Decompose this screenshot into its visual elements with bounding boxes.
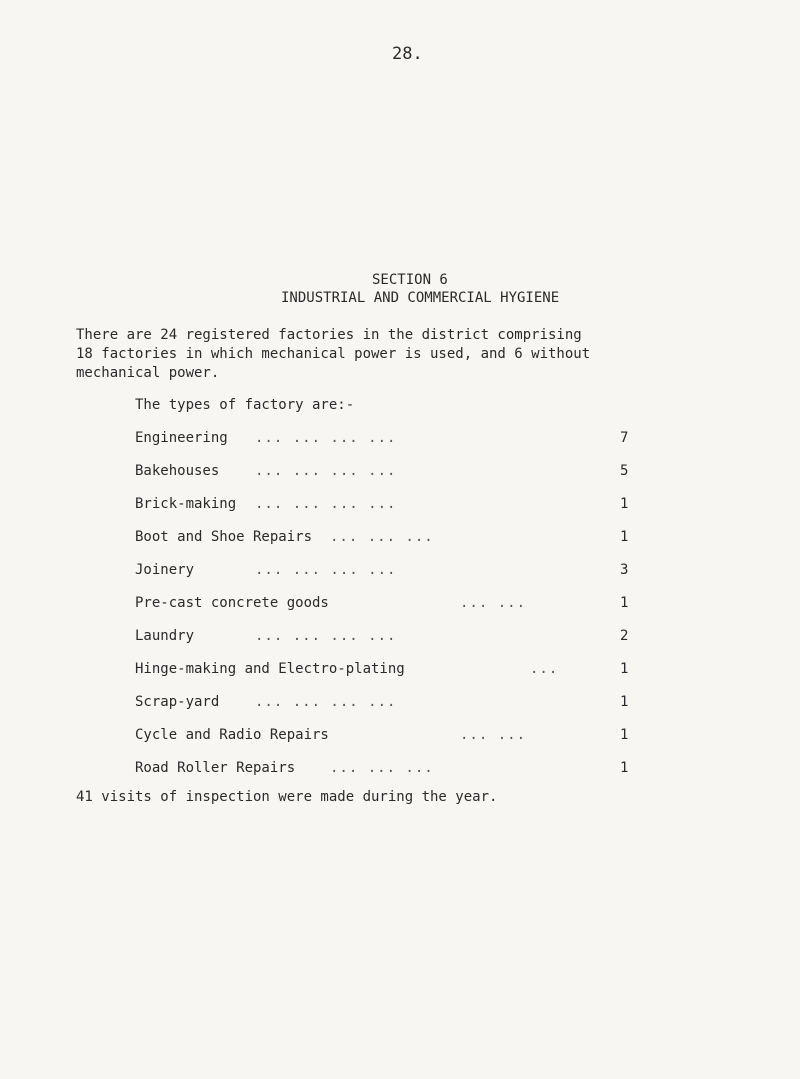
factory-name: Road Roller Repairs <box>135 760 296 776</box>
section-subtitle: INDUSTRIAL AND COMMERCIAL HYGIENE <box>281 290 560 306</box>
leader-dots: ... ... ... ... <box>255 463 397 479</box>
factory-count: 1 <box>620 595 629 611</box>
factory-row-laundry <box>135 628 655 661</box>
intro-paragraph <box>76 326 776 383</box>
leader-dots: ... ... ... ... <box>255 628 397 644</box>
factory-row-boot-and-shoe-repairs <box>135 529 655 562</box>
factory-name: Cycle and Radio Repairs <box>135 727 329 743</box>
inspection-visits-note: 41 visits of inspection were made during the year. <box>76 789 498 805</box>
factory-count: 1 <box>620 760 629 776</box>
factory-name: Engineering <box>135 430 228 446</box>
intro-line-1: There are 24 registered factories in the district comprising <box>76 327 582 343</box>
factory-name: Joinery <box>135 562 195 578</box>
factory-count: 3 <box>620 562 629 578</box>
leader-dots: ... ... ... ... <box>255 562 397 578</box>
factory-row-joinery <box>135 562 655 595</box>
leader-dots: ... ... ... ... <box>255 694 397 710</box>
factory-name: Bakehouses <box>135 463 220 479</box>
factory-name: Boot and Shoe Repairs <box>135 529 313 545</box>
factory-count: 1 <box>620 694 629 710</box>
factory-count: 7 <box>620 430 629 446</box>
factory-name: Scrap-yard <box>135 694 220 710</box>
factory-row-pre-cast-concrete-goods <box>135 595 655 628</box>
factory-count: 1 <box>620 496 629 512</box>
leader-dots: ... <box>530 661 559 677</box>
factory-count: 5 <box>620 463 629 479</box>
factory-row-scrap-yard <box>135 694 655 727</box>
intro-line-2: 18 factories in which mechanical power is used, and 6 without <box>76 346 591 362</box>
leader-dots: ... ... ... ... <box>255 496 397 512</box>
leader-dots: ... ... <box>460 727 527 743</box>
factory-name: Hinge-making and Electro-plating <box>135 661 405 677</box>
leader-dots: ... ... ... <box>330 760 434 776</box>
factory-count: 1 <box>620 529 629 545</box>
leader-dots: ... ... ... <box>330 529 434 545</box>
factory-count: 1 <box>620 727 629 743</box>
factory-count: 2 <box>620 628 629 644</box>
factory-row-bakehouses <box>135 463 655 496</box>
factory-row-brick-making <box>135 496 655 529</box>
factory-name: Pre-cast concrete goods <box>135 595 329 611</box>
leader-dots: ... ... ... ... <box>255 430 397 446</box>
leader-dots: ... ... <box>460 595 527 611</box>
factory-row-hinge-making-electro-plating <box>135 661 655 694</box>
factory-count: 1 <box>620 661 629 677</box>
factory-list <box>135 430 655 793</box>
factory-row-engineering <box>135 430 655 463</box>
types-heading: The types of factory are:- <box>135 397 355 413</box>
factory-row-cycle-and-radio-repairs <box>135 727 655 760</box>
page-number: 28. <box>392 44 423 64</box>
section-title: SECTION 6 <box>372 272 448 288</box>
factory-name: Laundry <box>135 628 195 644</box>
intro-line-3: mechanical power. <box>76 365 220 381</box>
factory-name: Brick-making <box>135 496 237 512</box>
